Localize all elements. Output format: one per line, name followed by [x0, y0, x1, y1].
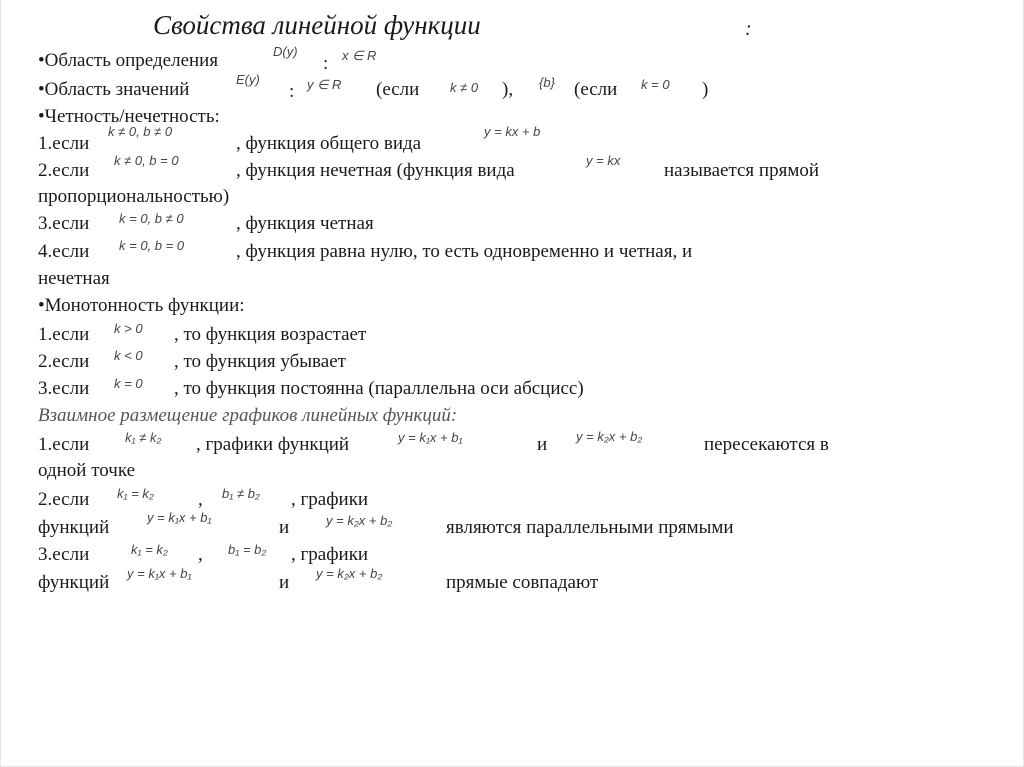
parity-2-condition: k ≠ 0, b = 0: [114, 153, 179, 168]
parity-4-text: , функция равна нулю, то есть одновременно и четная, и: [236, 241, 693, 262]
range-if1-open: (если: [376, 79, 420, 100]
mutual-3-formula-2: y = k₂x + b₂: [316, 566, 383, 581]
range-set: {b}: [539, 75, 555, 90]
mutual-1-text: , графики функций: [196, 434, 350, 455]
mutual-1-continuation: одной точке: [38, 460, 136, 481]
mono-2-condition: k < 0: [114, 348, 143, 363]
mutual-2-formula-2: y = k₂x + b₂: [326, 513, 393, 528]
mutual-3-and: и: [279, 572, 290, 593]
parity-4-continuation: нечетная: [38, 268, 110, 289]
parity-1-condition: k ≠ 0, b ≠ 0: [108, 124, 173, 139]
monotonicity-header: •Монотонность функции:: [38, 295, 245, 316]
range-math: E(y): [236, 72, 260, 87]
parity-header: •Четность/нечетность:: [38, 106, 220, 127]
mutual-3-formula-1: y = k₁x + b₁: [127, 566, 192, 581]
range-label: •Область значений: [38, 79, 190, 100]
mutual-1-if: 1.если: [38, 434, 90, 455]
mutual-1-formula-2: y = k₂x + b₂: [576, 429, 643, 444]
parity-2-formula: y = kx: [586, 153, 621, 168]
mutual-2-condition-2: b₁ ≠ b₂: [222, 486, 260, 501]
range-colon: :: [289, 81, 295, 102]
domain-label: •Область определения: [38, 50, 219, 71]
range-condition: y ∈ R: [307, 77, 342, 92]
mutual-2-if: 2.если: [38, 489, 90, 510]
parity-3-if: 3.если: [38, 213, 90, 234]
parity-2-text: , функция нечетная (функция вида: [236, 160, 515, 181]
mutual-1-and: и: [537, 434, 548, 455]
range-if2-math: k = 0: [641, 77, 670, 92]
parity-4-if: 4.если: [38, 241, 90, 262]
range-if2-close: ): [702, 79, 709, 100]
range-if1-close: ),: [502, 79, 514, 100]
slide-left-border: [0, 0, 1, 767]
page-title: Свойства линейной функции: [153, 10, 481, 40]
mutual-1-tail: пересекаются в: [704, 434, 829, 455]
mono-3-condition: k = 0: [114, 376, 143, 391]
parity-1-text: , функция общего вида: [236, 133, 422, 154]
mutual-2-comma: ,: [198, 489, 203, 510]
domain-condition: x ∈ R: [342, 48, 377, 63]
mono-1-condition: k > 0: [114, 321, 143, 336]
mono-1-if: 1.если: [38, 324, 90, 345]
parity-3-text: , функция четная: [236, 213, 374, 234]
mutual-2-functions: функций: [38, 517, 110, 538]
range-if2-open: (если: [574, 79, 618, 100]
parity-1-formula: y = kx + b: [484, 124, 541, 139]
mutual-3-text: , графики: [291, 544, 369, 565]
mutual-1-condition: k₁ ≠ k₂: [125, 430, 162, 445]
mutual-1-formula-1: y = k₁x + b₁: [398, 430, 463, 445]
parity-2-if: 2.если: [38, 160, 90, 181]
mutual-2-text: , графики: [291, 489, 369, 510]
title-colon: :: [745, 18, 752, 40]
mutual-3-tail: прямые совпадают: [446, 572, 599, 593]
parity-3-condition: k = 0, b ≠ 0: [119, 211, 184, 226]
parity-4-condition: k = 0, b = 0: [119, 238, 185, 253]
mutual-header: Взаимное размещение графиков линейных функций:: [38, 405, 458, 426]
range-if1-math: k ≠ 0: [450, 80, 479, 95]
mutual-3-condition-1: k₁ = k₂: [131, 542, 168, 557]
mutual-3-condition-2: b₁ = b₂: [228, 542, 267, 557]
domain-math: D(y): [273, 44, 298, 59]
mono-2-if: 2.если: [38, 351, 90, 372]
mutual-2-tail: являются параллельными прямыми: [446, 517, 734, 538]
mutual-3-functions: функций: [38, 572, 110, 593]
mono-3-if: 3.если: [38, 378, 90, 399]
parity-1-if: 1.если: [38, 133, 90, 154]
parity-2-tail: называется прямой: [664, 160, 820, 181]
mutual-2-and: и: [279, 517, 290, 538]
mono-3-text: , то функция постоянна (параллельна оси абсцисс): [174, 378, 584, 399]
mutual-2-condition-1: k₁ = k₂: [117, 486, 154, 501]
domain-colon: :: [323, 53, 329, 74]
mono-2-text: , то функция убывает: [174, 351, 346, 372]
parity-2-continuation: пропорциональностью): [38, 186, 230, 207]
mutual-3-if: 3.если: [38, 544, 90, 565]
mutual-3-comma: ,: [198, 544, 203, 565]
mutual-2-formula-1: y = k₁x + b₁: [147, 510, 212, 525]
mono-1-text: , то функция возрастает: [174, 324, 367, 345]
